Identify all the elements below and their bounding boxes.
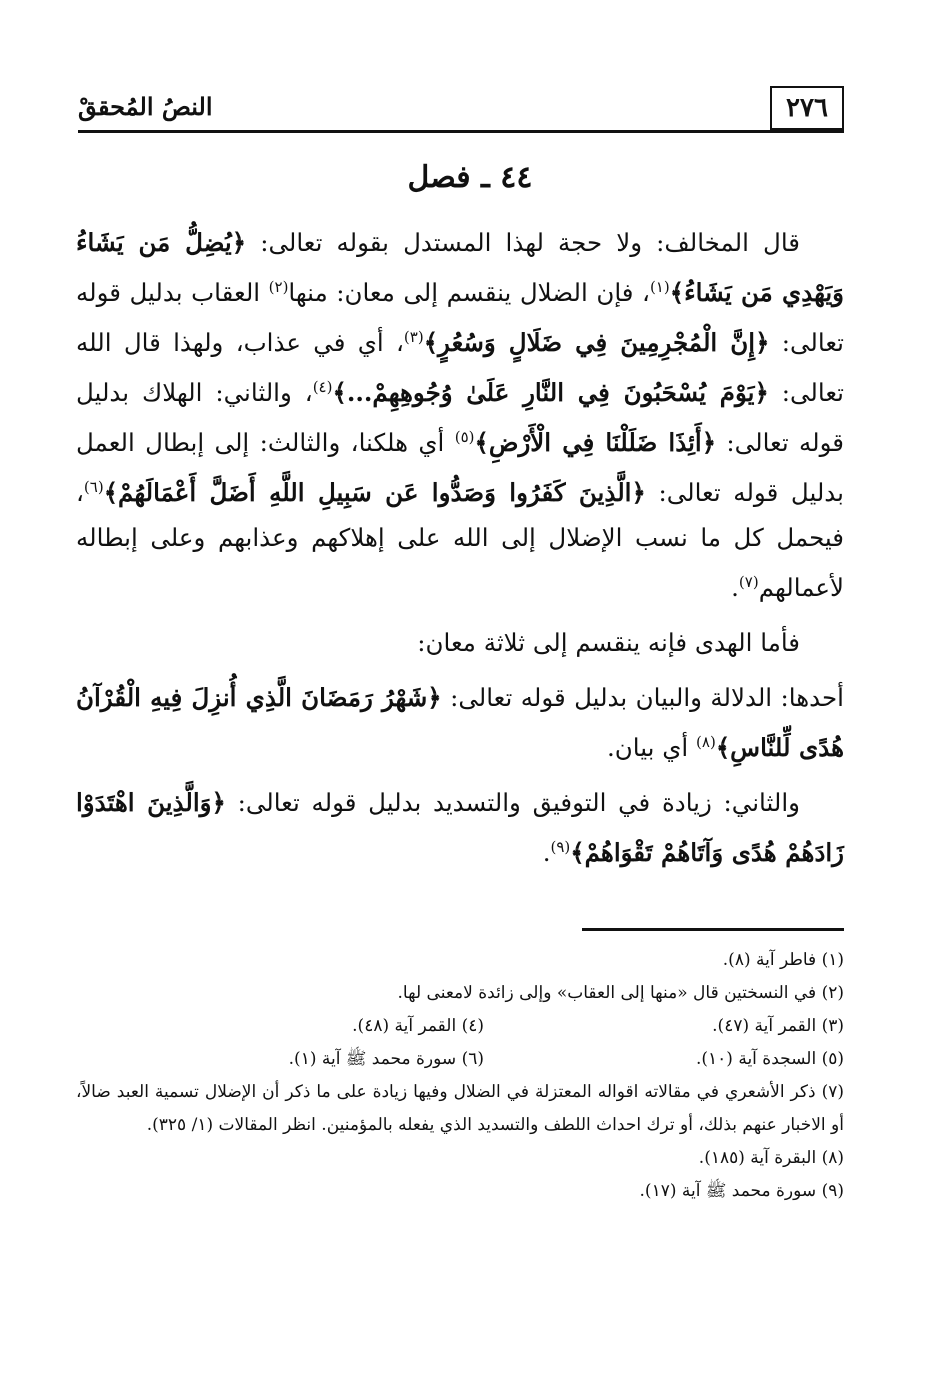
footnote-separator xyxy=(582,928,844,931)
footnote-row xyxy=(76,1043,844,1076)
paragraph-guidance-intro: فأما الهدى فإنه ينقسم إلى ثلاثة معان: xyxy=(417,628,800,657)
quran-quote: ﴿الَّذِينَ كَفَرُوا وَصَدُّوا عَن سَبِيلِ اللَّهِ أَضَلَّ أَعْمَالَهُمْ﴾ xyxy=(103,478,646,507)
text-run: ، والثاني: الهلاك بدليل قوله تعالى: xyxy=(76,378,844,457)
page-header xyxy=(78,80,844,132)
quran-quote: ﴿يَوْمَ يُسْحَبُونَ فِي النَّارِ عَلَىٰ وُجُوهِهِمْ...﴾ xyxy=(332,378,769,407)
quran-quote: ﴿إِنَّ الْمُجْرِمِينَ فِي ضَلَالٍ وَسُعُرٍ﴾ xyxy=(423,328,770,357)
footnote-ref: (٣) xyxy=(403,328,424,346)
paragraph-guidance-second xyxy=(76,780,844,875)
footnote-ref: (٥) xyxy=(454,428,475,446)
footnote-9: (٩) سورة محمد ﷺ آية (١٧). xyxy=(639,1181,844,1201)
footnote-8: (٨) البقرة آية (١٨٥). xyxy=(698,1148,844,1168)
footnote-2: (٢) في النسختين قال «منها إلى العقاب» وإلى زائدة لامعنى لها. xyxy=(397,983,844,1003)
paragraph-misguidance xyxy=(76,220,844,610)
footnote-3: (٣) القمر آية (٤٧). xyxy=(712,1016,844,1036)
quran-quote: ﴿شَهْرُ رَمَضَانَ الَّذِي أُنزِلَ فِيهِ الْقُرْآنُ هُدًى لِّلنَّاسِ﴾ xyxy=(76,683,844,762)
text-run: أي بيان. xyxy=(607,733,697,762)
footnote-7: (٧) ذكر الأشعري في مقالاته اقواله المعتزلة في الضلال وفيها زيادة على ما ذكر أن الإضلال تسمية العبد ضالاً، أو الاخبار عنهم بذلك، أو ترك احداث اللطف والتسديد الذي يفعله بالمؤمنين. انظر المقالات (١/ ٣٢٥). xyxy=(76,1082,844,1135)
text-run: أي هلكنا، والثالث: إلى إبطال العمل بدليل قوله تعالى: xyxy=(76,428,844,507)
footnote-ref: (٤) xyxy=(312,378,333,396)
footnote-ref: (١) xyxy=(649,278,670,296)
text-run: ، فإن الضلال ينقسم إلى معان: منها xyxy=(288,278,650,307)
text-run: . xyxy=(731,573,739,602)
text-run: قال المخالف: ولا حجة لهذا المستدل بقوله تعالى: xyxy=(246,228,801,257)
quran-quote: ﴿يُضِلُّ مَن يَشَاءُ وَيَهْدِي مَن يَشَاءُ﴾ xyxy=(76,228,845,307)
footnote-4: (٤) القمر آية (٤٨). xyxy=(352,1016,484,1036)
page-number: ٢٧٦ xyxy=(770,86,844,130)
footnote-ref: (٧) xyxy=(738,573,759,591)
paragraph-guidance-first xyxy=(76,675,844,770)
footnote-5: (٥) السجدة آية (١٠). xyxy=(695,1049,844,1069)
text-run: ، فيحمل كل ما نسب الإضلال إلى الله على إهلاكهم وعذابهم وعلى إبطاله لأعمالهم xyxy=(76,478,844,602)
text-run: أحدها: الدلالة والبيان بدليل قوله تعالى: xyxy=(441,683,844,712)
footnotes xyxy=(76,944,844,1208)
text-run: . xyxy=(542,838,551,867)
footnote-ref: (٨) xyxy=(696,733,716,751)
footnote-6: (٦) سورة محمد ﷺ آية (١). xyxy=(288,1049,484,1069)
header-rule xyxy=(78,130,844,133)
quran-quote: ﴿وَالَّذِينَ اهْتَدَوْا زَادَهُمْ هُدًى وَآتَاهُمْ تَقْوَاهُمْ﴾ xyxy=(76,788,844,867)
running-title: النصُ المُحققْ xyxy=(78,92,213,121)
section-title: ٤٤ ـ فصل xyxy=(407,160,533,195)
footnote-ref: (٩) xyxy=(550,838,571,856)
footnote-ref: (٢) xyxy=(268,278,289,296)
text-run: ، أي في عذاب، ولهذا قال الله تعالى: xyxy=(76,328,844,407)
text-run: والثاني: زيادة في التوفيق والتسديد بدليل قوله تعالى: xyxy=(225,788,800,817)
footnote-row xyxy=(76,1010,844,1043)
text-run: العقاب بدليل قوله تعالى: xyxy=(76,278,844,357)
footnote-1: (١) فاطر آية (٨). xyxy=(722,950,844,970)
footnote-ref: (٦) xyxy=(83,478,104,496)
main-text xyxy=(76,220,844,885)
quran-quote: ﴿أَئِذَا ضَلَلْنَا فِي الْأَرْضِ﴾ xyxy=(474,428,717,457)
